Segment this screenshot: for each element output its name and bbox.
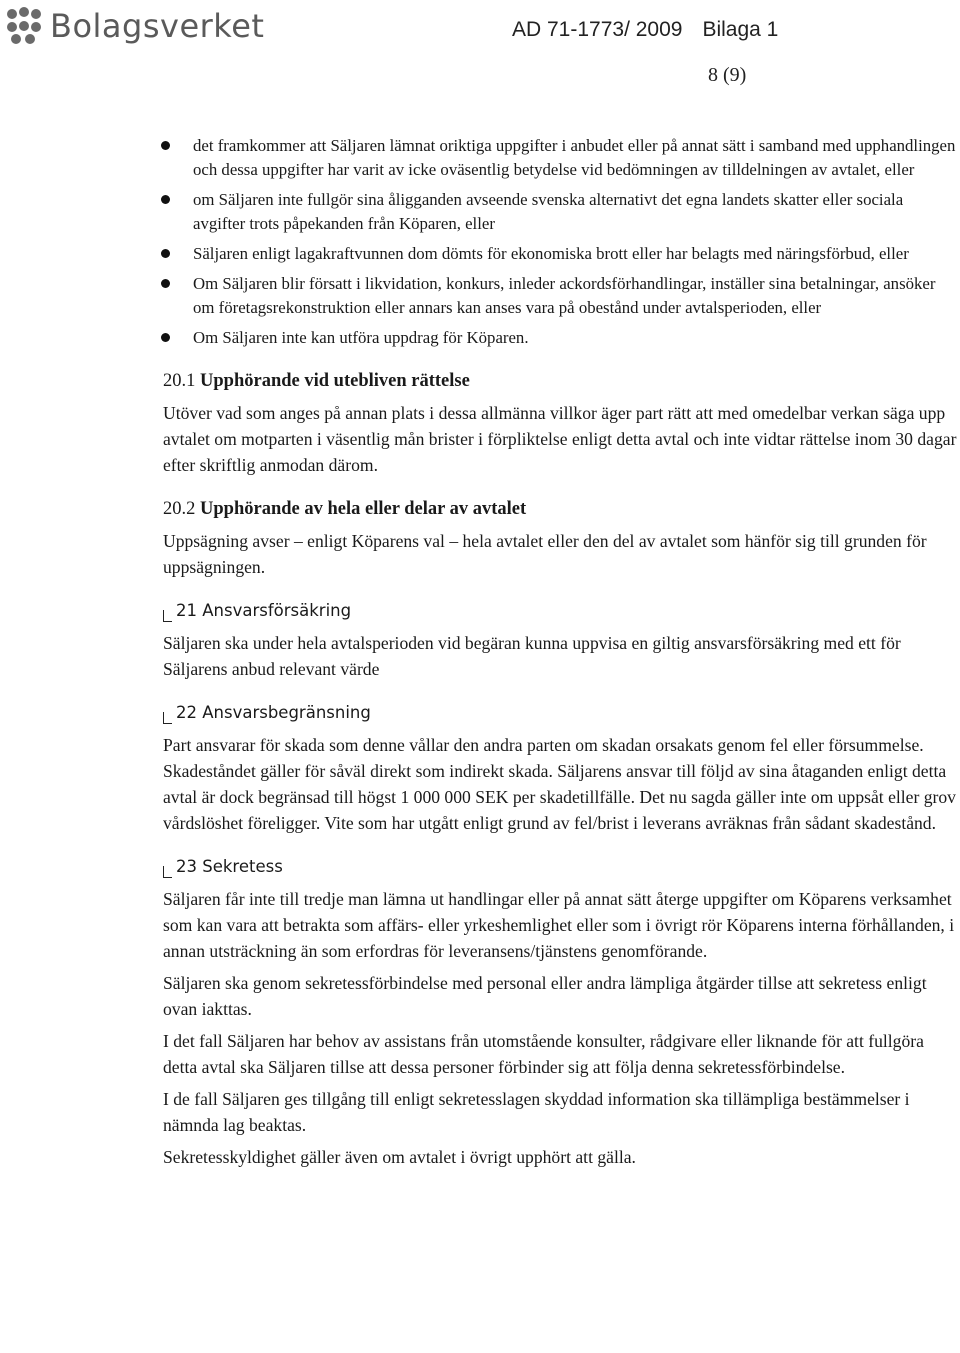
section-text-23-p2: Säljaren ska genom sekretessförbindelse med personal eller andra lämpliga åtgärder tillse att sekretess enligt ovan iakttas. [163,973,927,1019]
document-reference [512,18,778,42]
section-heading-23: 23 Sekretess [163,856,959,878]
attachment-label: Bilaga 1 [702,18,779,41]
page-number: 8 (9) [708,64,747,86]
bullet-icon [161,279,170,288]
section-text-23-p3: I det fall Säljaren har behov av assistans från utomstående konsulter, rådgivare eller liknande för att fullgöra detta avtal ska Säljaren tillse att dessa personer förbinder sig att följa denna sekretessförbindelse. [163,1031,924,1077]
bullet-icon [161,195,170,204]
page-header [0,0,960,86]
bullet-icon [161,249,170,258]
section-text-23-p4: I de fall Säljaren ges tillgång till enligt sekretesslagen skyddad information ska tillämpliga bestämmelser i nämnda lag beaktas. [163,1089,910,1135]
section-heading-22: 22 Ansvarsbegränsning [163,702,959,724]
section-heading-20-1: 20.1 Upphörande vid utebliven rättelse [163,371,470,391]
section-text-22: Part ansvarar för skada som denne vållar den andra parten om skadan orsakats genom fel eller försummelse. Skadeståndet gäller för såväl direkt som indirekt skada. Säljarens ansvar till följd av sina åtaganden enligt detta avtal är dock begränsad till högst 1 000 000 SEK per skadetillfälle. Det nu sagda gäller inte om uppsåt eller grov vårdslöshet föreligger. Vite som har utgått enligt grund av fel/brist i leverans avräknas från sådant skadestånd. [163,735,956,833]
heading-marker-icon [163,866,172,878]
section-text-23-p5: Sekretesskyldighet gäller även om avtalet i övrigt upphört att gälla. [163,1147,636,1167]
heading-marker-icon [163,610,172,622]
bullet-icon [161,333,170,342]
list-item: Om Säljaren blir försatt i likvidation, konkurs, inleder ackordsförhandlingar, inställer sina betalningar, ansöker om företagsrekonstruktion eller annars kan anses vara på obestånd under avtalsperioden, eller [161,272,959,320]
document-body [163,134,959,1176]
list-item: Om Säljaren inte kan utföra uppdrag för Köparen. [161,326,959,350]
bullet-icon [161,141,170,150]
bolagsverket-logo [4,4,264,48]
list-item: det framkommer att Säljaren lämnat oriktiga uppgifter i anbudet eller på annat sätt i samband med upphandlingen och dessa uppgifter har varit av icke oväsentlig betydelse vid bedömningen av tilldelningen av avtalet, eller [161,134,959,182]
logo-mark-icon [4,6,44,46]
logo-text: Bolagsverket [50,7,265,45]
heading-marker-icon [163,712,172,724]
section-text-20-1: Utöver vad som anges på annan plats i dessa allmänna villkor äger part rätt att med omedelbar verkan säga upp avtalet om motparten i väsentlig mån brister i förpliktelse enligt detta avtal och inte vidtar rättelse inom 30 dagar efter skriftlig anmodan därom. [163,403,957,475]
list-item: Säljaren enligt lagakraftvunnen dom dömts för ekonomiska brott eller har belagts med näringsförbud, eller [161,242,959,266]
section-text-20-2: Uppsägning avser – enligt Köparens val – hela avtalet eller den del av avtalet som hänför sig till grunden för uppsägningen. [163,531,927,577]
termination-grounds-list [163,134,959,350]
doc-ref-number: AD 71-1773/ 2009 [512,18,683,41]
list-item: om Säljaren inte fullgör sina åligganden avseende svenska alternativt det egna landets skatter eller sociala avgifter trots påpekanden från Köparen, eller [161,188,959,236]
section-text-23-p1: Säljaren får inte till tredje man lämna ut handlingar eller på annat sätt återge uppgifter om Köparens verksamhet som kan vara att betrakta som affärs- eller yrkeshemlighet eller som i övrigt rör Köparens interna förhållanden, i annan utsträckning än som erfordras för leveransens/tjänstens genomförande. [163,889,955,961]
section-heading-20-2: 20.2 Upphörande av hela eller delar av avtalet [163,499,527,519]
section-heading-21: 21 Ansvarsförsäkring [163,600,959,622]
section-text-21: Säljaren ska under hela avtalsperioden vid begäran kunna uppvisa en giltig ansvarsförsäkring med ett för Säljarens anbud relevant värde [163,633,901,679]
